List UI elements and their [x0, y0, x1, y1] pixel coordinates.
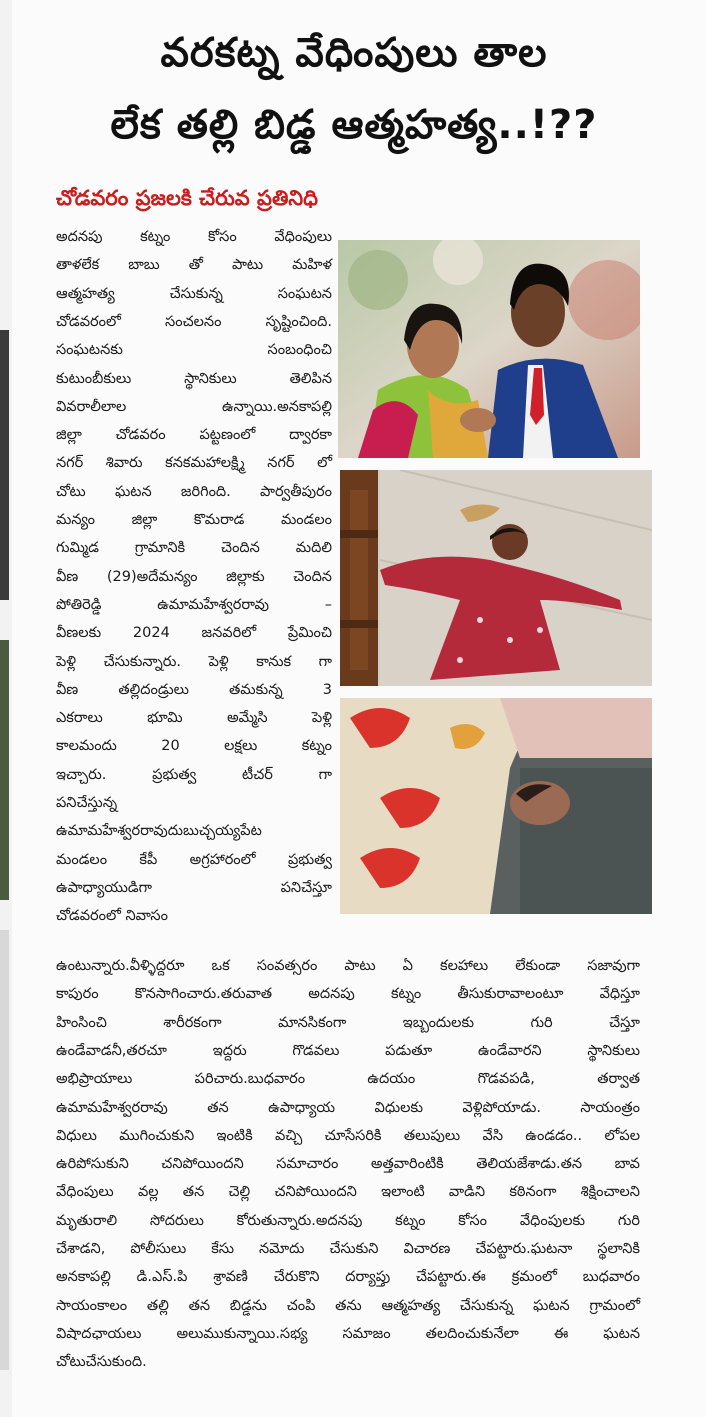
article-column-line: చోటు ఘటన జరిగింది. పార్వతీపురం [56, 483, 332, 500]
article-body-line: వేధింపులు వల్ల తన చెల్లి చనిపోయిందని ఇలాంటి వాడిని కఠినంగా శిక్షించాలని [56, 1184, 640, 1201]
article-column-line: వీణలకు 2024 జనవరిలో ప్రేమించి [56, 625, 332, 642]
article-column-line: కాలమందు 20 లక్షలు కట్నం [56, 738, 332, 755]
article-column-line: వివరాలీలాల ఉన్నాయి.అనకాపల్లి [56, 398, 332, 415]
article-column-line: జిల్లా చోడవరం పట్టణంలో ద్వారకా [56, 427, 332, 444]
article-column-line: పెళ్లి చేసుకున్నారు. పెళ్లి కానుక గా [56, 653, 332, 670]
article-body-line: విషాదఛాయలు అలుముకున్నాయి.సభ్య సమాజం తలదించుకునేలా ఈ ఘటన [56, 1325, 640, 1342]
article-column-line: ఉపాధ్యాయుడిగా పనిచేస్తూ [56, 879, 332, 896]
article-body-line: విధులు ముగించుకుని ఇంటికి వచ్చి చూసేసరికి తలుపులు వేసి ఉండడం.. లోపల [56, 1127, 640, 1144]
article-body-line: ఉరిపోసుకుని చనిపోయిందని సమాచారం అత్తవారింటికి తెలియజేశాడు.తన బావ [56, 1156, 640, 1173]
article-body-line: కాపురం కొనసాగించారు.తరువాత అదనపు కట్నం తీసుకురావాలంటూ వేధిస్తూ [56, 986, 640, 1003]
article-column-line: పోతిరెడ్డి ఉమామహేశ్వరరావు – [56, 596, 332, 613]
article-column-line: వీణ తల్లిదండ్రులు తమకున్న 3 [56, 681, 332, 698]
article-column-line: వీణ (29)అదేమన్యం జిల్లాకు చెందిన [56, 568, 332, 585]
scan-edge-strip [0, 0, 12, 1417]
article-body-line: ఉండేవాడనీ,తరచూ ఇద్దరు గొడవలు పడుతూ ఉండేవారని స్థానికులు [56, 1042, 640, 1059]
article-column-line: కుటుంబీకులు స్థానికులు తెలిపిన [56, 370, 332, 387]
article-body-line: చేశాడని, పోలీసులు కేసు నమోదు చేసుకుని విచారణ చేపట్టారు.ఘటనా స్థలానికి [56, 1241, 640, 1257]
headline-line-2: లేక తల్లి బిడ్డ ఆత్మహత్య..!?? [110, 102, 598, 148]
byline: చోడవరం ప్రజలకి చేరువ ప్రతినిధి [56, 186, 318, 210]
incident-photo-child [340, 698, 652, 914]
article-column-line: పనిచేస్తున్న [56, 795, 118, 811]
incident-photo-floor [340, 470, 652, 686]
article-column-line: ఆత్మహత్య చేసుకున్న సంఘటన [56, 285, 332, 302]
article-column-line: నగర్ శివారు కనకమహాలక్ష్మి నగర్ లో [56, 455, 332, 472]
article-column-line: ఇచ్చారు. ప్రభుత్వ టీచర్ గా [56, 766, 332, 783]
article-column-line: గుమ్మిడ గ్రామానికి చెందిన మదిలి [56, 540, 332, 557]
article-column-line: మండలం కేపీ అగ్రహారంలో ప్రభుత్వ [56, 851, 332, 868]
article-column-line: చోడవరంలో నివాసం [56, 908, 168, 925]
article-body-line: అభిప్రాయాలు పరిచారు.బుధవారం ఉదయం గొడవపడి, తర్వాత [56, 1071, 640, 1088]
article-body-line: హింసించి శారీరకంగా మానసికంగా ఇబ్బందులకు గురి చేస్తూ [56, 1014, 640, 1031]
article-body-line: చోటుచేసుకుంది. [56, 1354, 147, 1371]
edge-photo-fragment [0, 330, 9, 600]
edge-photo-fragment [0, 640, 9, 900]
article-column-line: తాళలేక బాబు తో పాటు మహిళ [56, 257, 332, 274]
article-body-line: ఉమామహేశ్వరరావు తన ఉపాధ్యాయ విధులకు వెళ్లిపోయాడు. సాయంత్రం [56, 1099, 640, 1116]
article-column-line: సంఘటనకు సంబంధించి [56, 342, 332, 359]
article-body-line: అనకాపల్లి డి.ఎస్.పి శ్రావణి చేరుకొని దర్యాప్తు చేపట్టారు.ఈ క్రమంలో బుధవారం [56, 1269, 640, 1286]
couple-photo [338, 240, 640, 458]
article-body-line: మృతురాలి సోదరులు కోరుతున్నారు.అదనపు కట్నం కోసం వేధింపులకు గురి [56, 1212, 640, 1229]
edge-text-fragment [0, 930, 9, 1370]
article-column-line: ఉమామహేశ్వరరావుదుబుచ్చయ్యపేట [56, 823, 262, 840]
article-column-line: చోడవరంలో సంచలనం సృష్టించింది. [56, 313, 332, 330]
article-body-line: ఉంటున్నారు.వీళ్ళిద్దరూ ఒక సంవత్సరం పాటు ఏ కలహాలు లేకుండా సజావుగా [56, 958, 640, 974]
article-column-line: ఎకరాలు భూమి అమ్మేసి పెళ్లి [56, 710, 332, 727]
article-body-line: సాయంకాలం తల్లి తన బిడ్డను చంపి తను ఆత్మహత్య చేసుకున్న ఘటన గ్రామంలో [56, 1297, 640, 1314]
article-column-line: మన్యం జిల్లా కొమరాడ మండలం [56, 512, 332, 528]
article-column-line: అదనపు కట్నం కోసం వేధింపులు [56, 229, 332, 245]
headline-line-1: వరకట్న వేధింపులు తాల [160, 30, 548, 76]
